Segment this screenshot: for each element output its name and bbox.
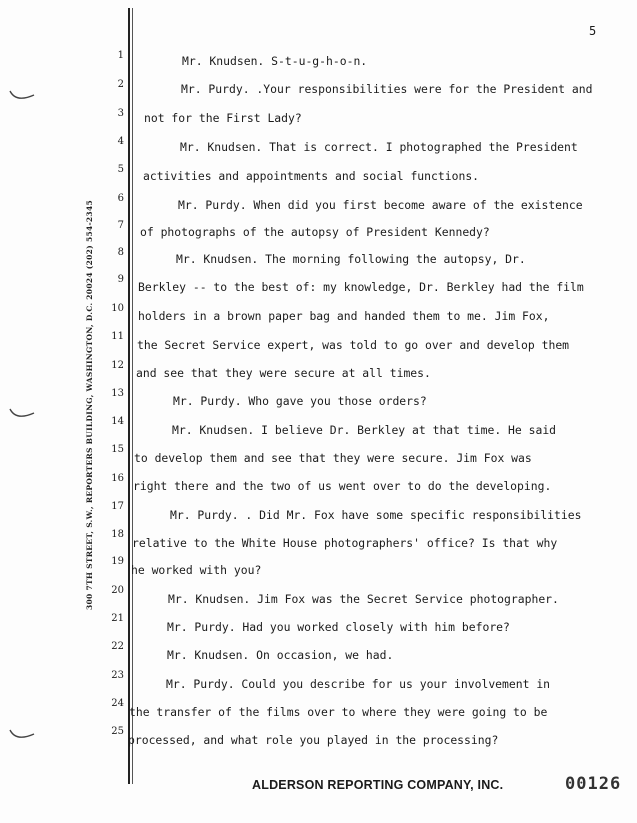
transcript-line: Mr. Purdy. Who gave you those orders? bbox=[173, 394, 427, 408]
line-number: 8 bbox=[117, 247, 124, 258]
page-number: 5 bbox=[589, 24, 597, 38]
line-number: 25 bbox=[111, 726, 124, 737]
line-number: 10 bbox=[111, 303, 124, 314]
transcript-line: Mr. Purdy. . Did Mr. Fox have some specific responsibilities bbox=[170, 508, 582, 522]
line-number: 7 bbox=[117, 220, 124, 231]
line-number: 22 bbox=[111, 641, 124, 652]
transcript-line: of photographs of the autopsy of President Kennedy? bbox=[140, 225, 490, 239]
transcript-line: Mr. Purdy. .Your responsibilities were for the President and bbox=[181, 82, 593, 96]
transcript-line: Mr. Knudsen. I believe Dr. Berkley at that time. He said bbox=[172, 423, 557, 437]
margin-rule-inner bbox=[132, 8, 133, 784]
transcript-line: Mr. Purdy. Had you worked closely with him before? bbox=[167, 620, 510, 634]
line-number: 15 bbox=[111, 444, 124, 455]
line-number: 5 bbox=[117, 164, 124, 175]
transcript-line: relative to the White House photographers' office? Is that why bbox=[132, 536, 558, 550]
line-number: 24 bbox=[111, 698, 124, 709]
line-number: 13 bbox=[111, 388, 124, 399]
line-number: 21 bbox=[111, 613, 124, 624]
footer-company-name: ALDERSON REPORTING COMPANY, INC. bbox=[252, 778, 504, 792]
transcript-line: Mr. Knudsen. That is correct. I photographed the President bbox=[180, 140, 578, 154]
line-number: 1 bbox=[117, 50, 124, 61]
transcript-line: Mr. Knudsen. The morning following the autopsy, Dr. bbox=[176, 252, 526, 266]
transcript-line: processed, and what role you played in the processing? bbox=[128, 733, 499, 747]
transcript-line: Mr. Knudsen. Jim Fox was the Secret Service photographer. bbox=[168, 592, 559, 606]
line-number: 18 bbox=[111, 529, 124, 540]
margin-rule bbox=[128, 8, 130, 784]
line-number: 17 bbox=[111, 501, 124, 512]
side-address: 300 7TH STREET, S.W., REPORTERS BUILDING, WASHINGTON, D.C. 20024 (202) 554-2345 bbox=[85, 200, 94, 610]
line-number: 23 bbox=[111, 670, 124, 681]
line-number: 6 bbox=[117, 193, 124, 204]
punch-hole-mark bbox=[8, 406, 36, 420]
transcript-line: Mr. Knudsen. S-t-u-g-h-o-n. bbox=[182, 54, 368, 68]
punch-hole-mark bbox=[8, 727, 36, 741]
line-number: 14 bbox=[111, 416, 124, 427]
transcript-line: not for the First Lady? bbox=[144, 111, 302, 125]
transcript-line: the Secret Service expert, was told to go over and develop them bbox=[137, 338, 570, 352]
transcript-line: the transfer of the films over to where they were going to be bbox=[129, 705, 548, 719]
transcript-line: activities and appointments and social functions. bbox=[143, 169, 480, 183]
line-number: 19 bbox=[111, 556, 124, 567]
line-number: 2 bbox=[117, 79, 124, 90]
line-number: 20 bbox=[111, 585, 124, 596]
transcript-line: holders in a brown paper bag and handed them to me. Jim Fox, bbox=[138, 309, 550, 323]
transcript-line: Berkley -- to the best of: my knowledge, Dr. Berkley had the film bbox=[138, 280, 584, 294]
footer-page-stamp: 00126 bbox=[565, 774, 622, 794]
punch-hole-mark bbox=[8, 88, 36, 102]
transcript-line: right there and the two of us went over to do the developing. bbox=[133, 479, 552, 493]
transcript-line: Mr. Knudsen. On occasion, we had. bbox=[167, 648, 394, 662]
line-number: 12 bbox=[111, 360, 124, 371]
line-number: 16 bbox=[111, 473, 124, 484]
transcript-line: to develop them and see that they were secure. Jim Fox was bbox=[134, 451, 532, 465]
transcript-line: he worked with you? bbox=[131, 563, 262, 577]
line-number: 3 bbox=[117, 108, 124, 119]
transcript-line: Mr. Purdy. When did you first become aware of the existence bbox=[178, 198, 583, 212]
line-number: 11 bbox=[111, 331, 124, 342]
transcript-line: Mr. Purdy. Could you describe for us your involvement in bbox=[166, 677, 551, 691]
line-number: 4 bbox=[117, 136, 124, 147]
line-number: 9 bbox=[117, 274, 124, 285]
transcript-line: and see that they were secure at all times. bbox=[136, 366, 431, 380]
